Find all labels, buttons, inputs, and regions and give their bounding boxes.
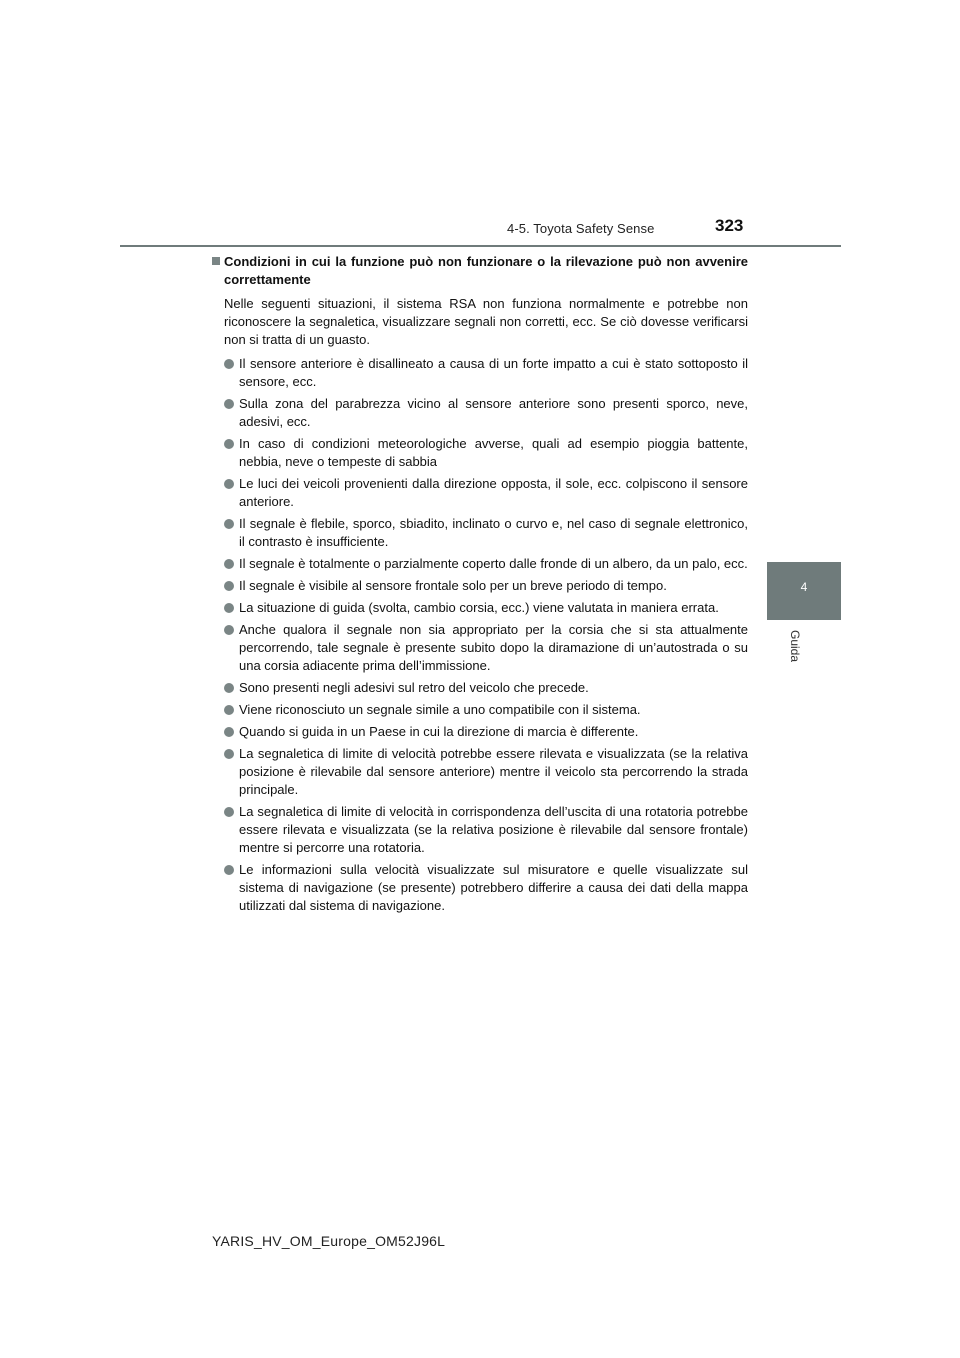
list-item-text: Le informazioni sulla velocità visualizzate sul misuratore e quelle visualizzate sul sistema di navigazione (se presente) potrebbero differire a causa dei dati della mappa utilizzati dal sistema di navigazione. [239, 862, 748, 913]
list-item [212, 515, 748, 551]
list-item [212, 475, 748, 511]
list-item-text: Sono presenti negli adesivi sul retro del veicolo che precede. [239, 680, 589, 695]
chapter-tab [767, 562, 841, 620]
list-item-text: Quando si guida in un Paese in cui la direzione di marcia è differente. [239, 724, 639, 739]
list-item-text: Viene riconosciuto un segnale simile a uno compatibile con il sistema. [239, 702, 641, 717]
list-item [212, 599, 748, 617]
circle-bullet-icon [224, 559, 234, 569]
square-bullet-icon [212, 257, 220, 265]
circle-bullet-icon [224, 865, 234, 875]
circle-bullet-icon [224, 807, 234, 817]
circle-bullet-icon [224, 581, 234, 591]
intro-paragraph: Nelle seguenti situazioni, il sistema RSA non funziona normalmente e potrebbe non riconoscere la segnaletica, visualizzare segnali non corretti, ecc. Se ciò dovesse verificarsi non si tratta di un guasto. [224, 296, 748, 347]
circle-bullet-icon [224, 749, 234, 759]
list-item [212, 555, 748, 573]
list-item [212, 679, 748, 697]
list-item-text: Il sensore anteriore è disallineato a causa di un forte impatto a cui è stato sottoposto il sensore, ecc. [239, 356, 748, 389]
circle-bullet-icon [224, 359, 234, 369]
circle-bullet-icon [224, 705, 234, 715]
circle-bullet-icon [224, 603, 234, 613]
circle-bullet-icon [224, 519, 234, 529]
document-code: YARIS_HV_OM_Europe_OM52J96L [212, 1233, 446, 1249]
circle-bullet-icon [224, 439, 234, 449]
list-item [212, 723, 748, 741]
list-item-text: Il segnale è flebile, sporco, sbiadito, inclinato o curvo e, nel caso di segnale elettronico, il contrasto è insufficiente. [239, 516, 748, 549]
chapter-number: 4 [800, 580, 808, 594]
list-item-text: Anche qualora il segnale non sia appropriato per la corsia che si sta attualmente percorrendo, tale segnale è presente subito dopo la diramazione di un’autostrada o su una corsia adiacente prima dell’immissione. [239, 622, 748, 673]
list-item [212, 701, 748, 719]
circle-bullet-icon [224, 479, 234, 489]
circle-bullet-icon [224, 625, 234, 635]
circle-bullet-icon [224, 683, 234, 693]
list-item-text: La segnaletica di limite di velocità in corrispondenza dell’uscita di una rotatoria potrebbe essere rilevata e visualizzata (se la relativa posizione è rilevabile dal sensore frontale) mentre si percorre una rotatoria. [239, 804, 748, 855]
list-item-text: Il segnale è visibile al sensore frontale solo per un breve periodo di tempo. [239, 578, 667, 593]
list-item-text: La situazione di guida (svolta, cambio corsia, ecc.) viene valutata in maniera errata. [239, 600, 719, 615]
list-item [212, 803, 748, 857]
list-item [212, 577, 748, 595]
section-heading-text: Condizioni in cui la funzione può non funzionare o la rilevazione può non avvenire correttamente [224, 254, 748, 287]
chapter-label: Guida [788, 630, 802, 663]
section-heading [212, 253, 748, 289]
list-item [212, 621, 748, 675]
list-item [212, 861, 748, 915]
list-item-text: Il segnale è totalmente o parzialmente coperto dalle fronde di un albero, da un palo, ecc. [239, 556, 748, 571]
list-item-text: La segnaletica di limite di velocità potrebbe essere rilevata e visualizzata (se la relativa posizione è rilevabile dal sensore anteriore) mentre il veicolo sta percorrendo la strada principale. [239, 746, 748, 797]
list-item [212, 395, 748, 431]
circle-bullet-icon [224, 399, 234, 409]
list-item-text: In caso di condizioni meteorologiche avverse, quali ad esempio pioggia battente, nebbia, neve o tempeste di sabbia [239, 436, 748, 469]
list-item-text: Le luci dei veicoli provenienti dalla direzione opposta, il sole, ecc. colpiscono il sensore anteriore. [239, 476, 748, 509]
list-item-text: Sulla zona del parabrezza vicino al sensore anteriore sono presenti sporco, neve, adesivi, ecc. [239, 396, 748, 429]
circle-bullet-icon [224, 727, 234, 737]
list-item [212, 435, 748, 471]
condition-list [212, 355, 748, 915]
section-title: 4-5. Toyota Safety Sense [507, 221, 655, 236]
list-item [212, 745, 748, 799]
list-item [212, 355, 748, 391]
chapter-label-box [770, 630, 810, 674]
header-divider [120, 245, 841, 247]
page-number: 323 [715, 216, 744, 235]
main-content [212, 253, 748, 919]
